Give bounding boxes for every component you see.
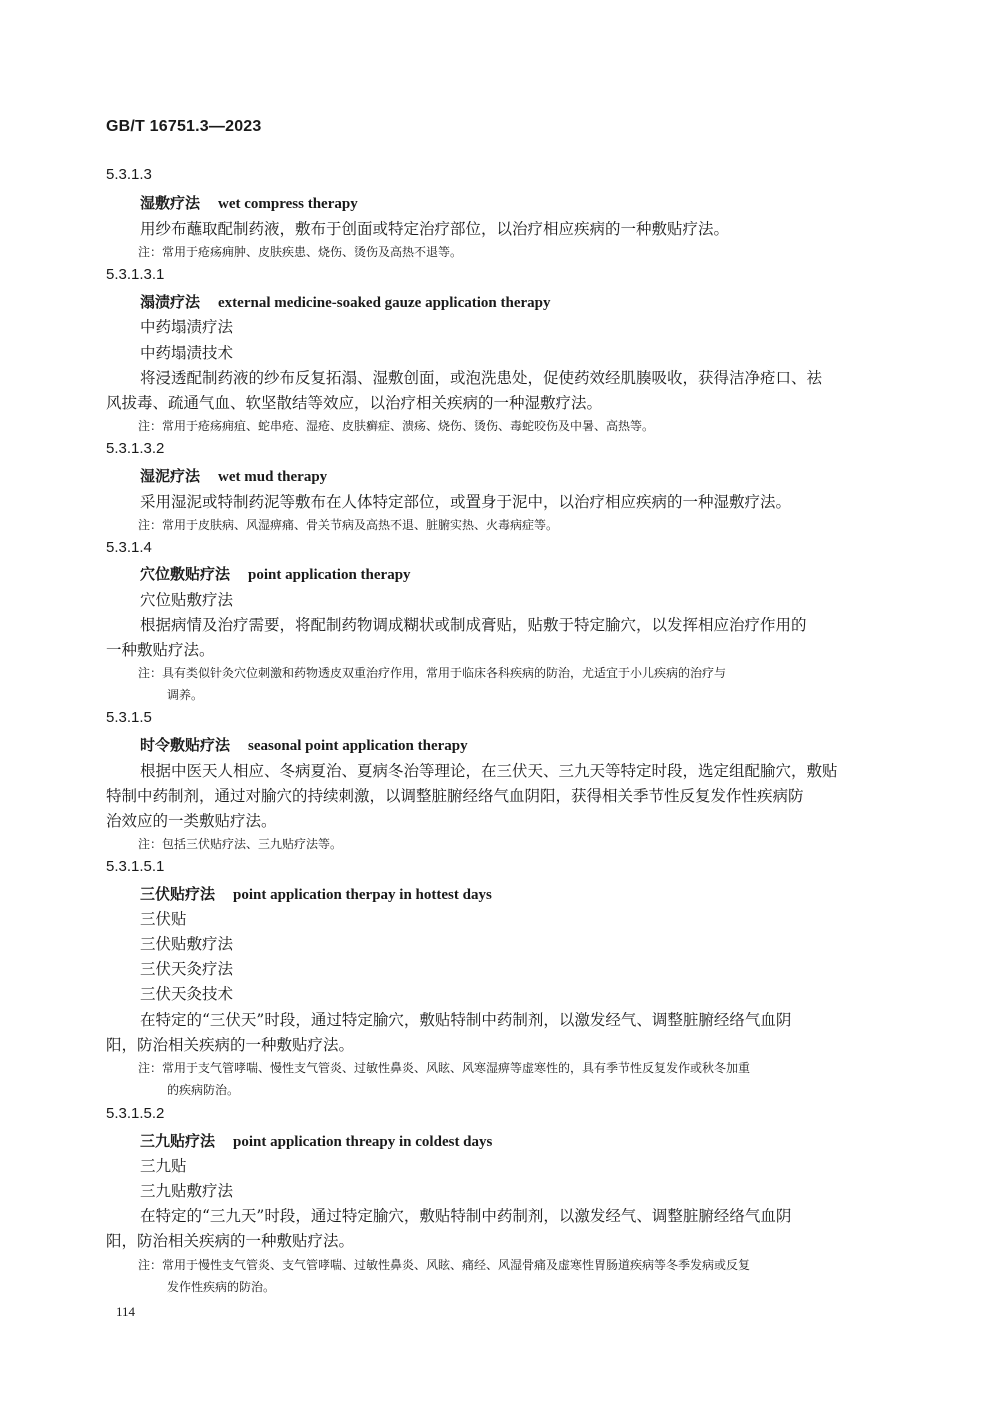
term-zh: 湿敷疗法 [140,194,201,212]
note-continued: 发作性疾病的防治。 [167,1280,276,1294]
section-number: 5.3.1.5.1 [106,858,165,875]
term-heading [140,734,468,755]
term-en: wet compress therapy [218,196,358,212]
term-zh: 溻渍疗法 [140,293,201,311]
synonym: 三伏贴 [140,910,187,928]
note: 注：常用于支气管哮喘、慢性支气管炎、过敏性鼻炎、风眩、风寒湿痹等虚寒性的，具有季节性反复发作或秋冬加重 [138,1061,751,1075]
section-number: 5.3.1.3 [106,166,152,183]
term-zh: 三九贴疗法 [140,1132,216,1150]
synonym: 三伏贴敷疗法 [140,935,234,953]
definition-continued: 风拔毒、疏通气血、软坚散结等效应，以治疗相关疾病的一种湿敷疗法。 [106,394,603,412]
synonym: 三九贴敷疗法 [140,1182,234,1200]
synonym: 中药塌渍技术 [140,344,234,362]
term-heading [140,291,551,312]
synonym: 三伏天灸技术 [140,985,234,1003]
term-zh: 穴位敷贴疗法 [140,565,231,583]
note: 注：常用于皮肤病、风湿痹痛、骨关节病及高热不退、脏腑实热、火毒病症等。 [138,518,559,532]
section-number: 5.3.1.4 [106,539,152,556]
definition-continued: 阳，防治相关疾病的一种敷贴疗法。 [106,1036,355,1054]
section-number: 5.3.1.5.2 [106,1105,165,1122]
term-heading [140,563,411,584]
synonym: 穴位贴敷疗法 [140,591,234,609]
definition-continued: 治效应的一类敷贴疗法。 [106,812,277,830]
section-number: 5.3.1.3.1 [106,266,165,283]
definition: 采用湿泥或特制药泥等敷布在人体特定部位，或置身于泥中，以治疗相应疾病的一种湿敷疗法。 [140,493,792,511]
term-heading [140,883,492,904]
term-en: seasonal point application therapy [248,738,468,754]
definition: 在特定的“三九天”时段，通过特定腧穴，敷贴特制中药制剂，以激发经气、调整脏腑经络气血阴 [140,1207,792,1225]
note: 注：常用于疮疡痈肿、皮肤疾患、烧伤、烫伤及高热不退等。 [138,245,463,259]
definition: 将浸透配制药液的纱布反复拓溻、湿敷创面，或泡洗患处，促使药效经肌腠吸收，获得洁净疮口、祛 [140,369,823,387]
definition: 在特定的“三伏天”时段，通过特定腧穴，敷贴特制中药制剂，以激发经气、调整脏腑经络气血阴 [140,1011,792,1029]
definition-continued: 一种敷贴疗法。 [106,641,215,659]
note: 注：具有类似针灸穴位刺激和药物透皮双重治疗作用，常用于临床各科疾病的防治，尤适宜于小儿疾病的治疗与 [138,666,727,680]
term-en: point application therpay in hottest days [233,887,492,903]
term-heading [140,192,358,213]
definition: 根据中医天人相应、冬病夏治、夏病冬治等理论，在三伏天、三九天等特定时段，选定组配腧穴，敷贴 [140,762,838,780]
note: 注：包括三伏贴疗法、三九贴疗法等。 [138,837,343,851]
term-heading [140,465,327,486]
note: 注：常用于慢性支气管炎、支气管哮喘、过敏性鼻炎、风眩、痛经、风湿骨痛及虚寒性胃肠道疾病等冬季发病或反复 [138,1258,751,1272]
section-number: 5.3.1.5 [106,709,152,726]
note-continued: 调养。 [167,688,204,702]
synonym: 中药塌渍疗法 [140,318,234,336]
document-id: GB/T 16751.3—2023 [106,118,262,135]
term-en: external medicine-soaked gauze application therapy [218,295,551,311]
definition-continued: 阳，防治相关疾病的一种敷贴疗法。 [106,1232,355,1250]
term-zh: 时令敷贴疗法 [140,736,231,754]
term-en: wet mud therapy [218,469,328,485]
synonym: 三九贴 [140,1157,187,1175]
term-heading [140,1130,492,1151]
definition-continued: 特制中药制剂，通过对腧穴的持续刺激，以调整脏腑经络气血阴阳，获得相关季节性反复发作性疾病防 [106,787,804,805]
term-zh: 湿泥疗法 [140,467,201,485]
note: 注：常用于疮疡痈疽、蛇串疮、湿疮、皮肤癣症、溃疡、烧伤、烫伤、毒蛇咬伤及中暑、高热等。 [138,419,655,433]
section-number: 5.3.1.3.2 [106,440,165,457]
definition: 根据病情及治疗需要，将配制药物调成糊状或制成膏贴，贴敷于特定腧穴，以发挥相应治疗作用的 [140,616,807,634]
synonym: 三伏天灸疗法 [140,960,234,978]
definition: 用纱布蘸取配制药液，敷布于创面或特定治疗部位，以治疗相应疾病的一种敷贴疗法。 [140,220,730,238]
term-en: point application therapy [248,567,411,583]
page-number: 114 [116,1304,136,1319]
term-zh: 三伏贴疗法 [140,885,216,903]
note-continued: 的疾病防治。 [167,1083,240,1097]
term-en: point application threapy in coldest days [233,1134,493,1150]
